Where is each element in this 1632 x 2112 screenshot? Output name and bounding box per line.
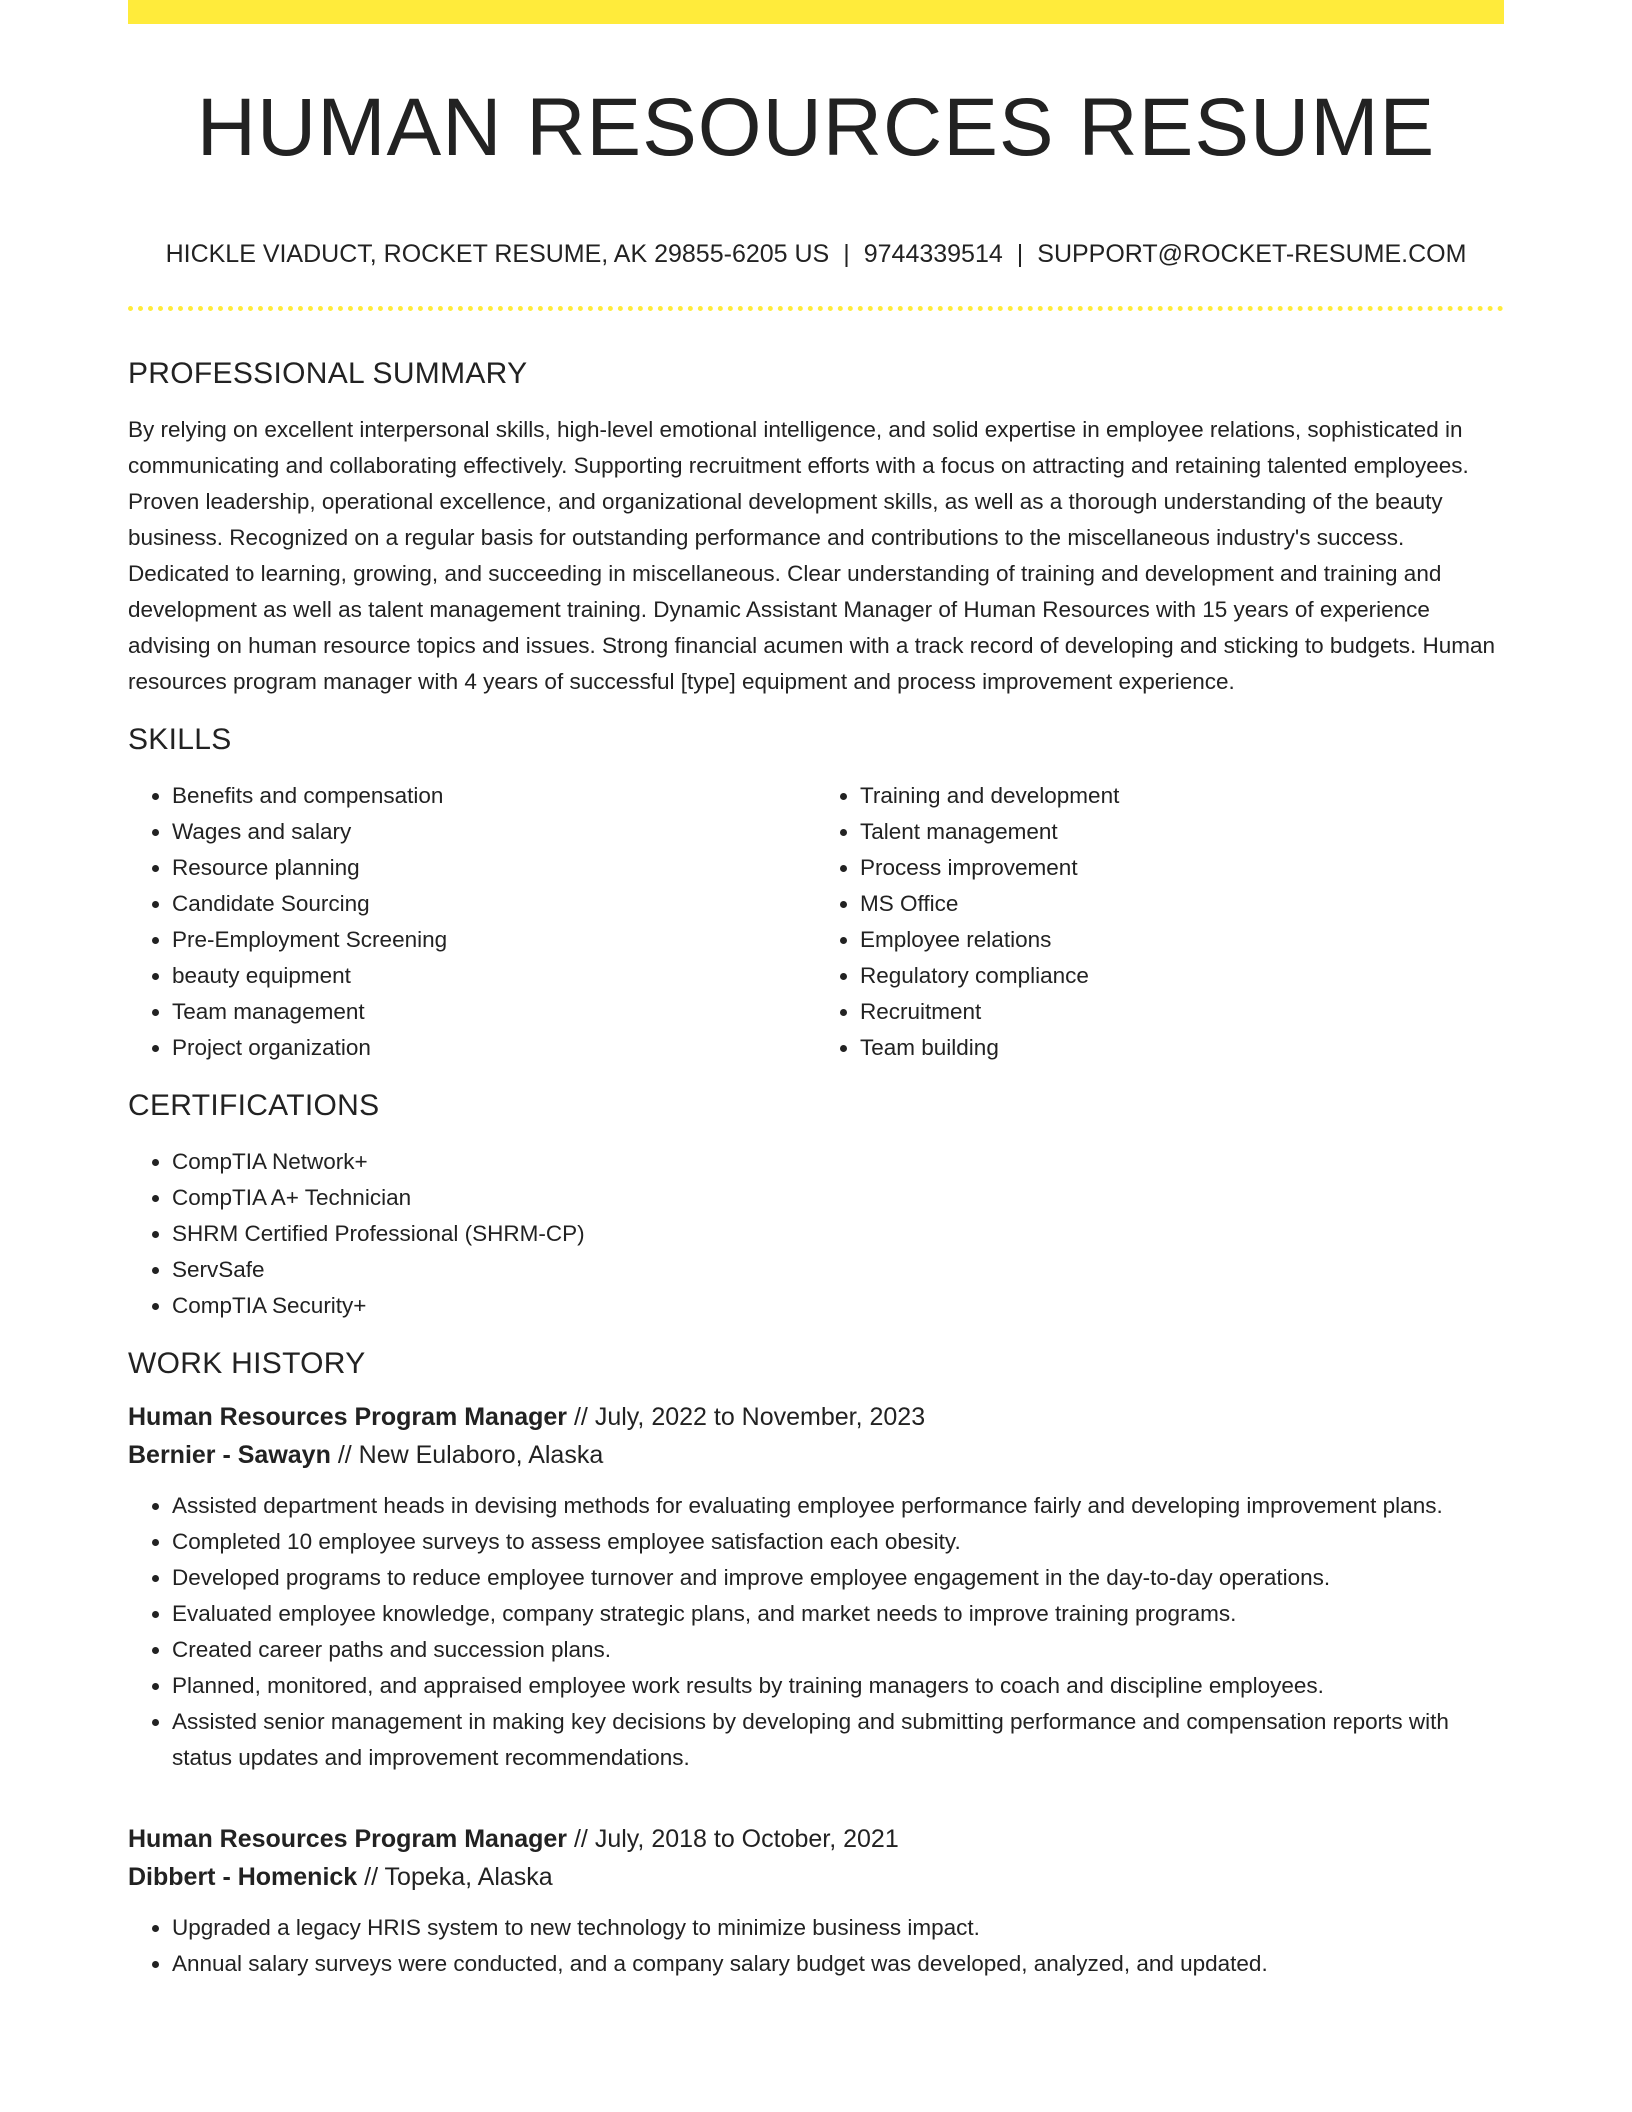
job-bullet: • Assisted department heads in devising methods for evaluating employee performance fairly and developing improvement plans.: [172, 1488, 1504, 1524]
work-history-heading: WORK HISTORY: [128, 1347, 366, 1380]
skill-item: • Project organization: [172, 1030, 816, 1066]
skill-item: • Candidate Sourcing: [172, 886, 816, 922]
skill-item: • beauty equipment: [172, 958, 816, 994]
skill-item: • Team building: [860, 1030, 1504, 1066]
job-location: // Topeka, Alaska: [364, 1863, 553, 1891]
job-bullet: • Assisted senior management in making key decisions by developing and submitting performance and compensation reports with status updates and improvement recommendations.: [172, 1704, 1504, 1776]
contact-line: [128, 236, 1504, 272]
job-dates: // July, 2022 to November, 2023: [573, 1403, 926, 1431]
certifications-heading: CERTIFICATIONS: [128, 1089, 380, 1122]
skill-item: • MS Office: [860, 886, 1504, 922]
job-company: Bernier - Sawayn: [128, 1441, 331, 1469]
skill-item: • Process improvement: [860, 850, 1504, 886]
job-bullet: • Upgraded a legacy HRIS system to new technology to minimize business impact.: [172, 1910, 1504, 1946]
contact-separator: |: [1016, 240, 1024, 268]
skill-item: • Training and development: [860, 778, 1504, 814]
job-bullets: [128, 1910, 1504, 1982]
skill-item: • Regulatory compliance: [860, 958, 1504, 994]
job-bullet: • Planned, monitored, and appraised employee work results by training managers to coach and discipline employees.: [172, 1668, 1504, 1704]
job-bullet: • Completed 10 employee surveys to assess employee satisfaction each obesity.: [172, 1524, 1504, 1560]
accent-top-bar: [128, 0, 1504, 24]
skill-item: • Employee relations: [860, 922, 1504, 958]
skill-item: • Talent management: [860, 814, 1504, 850]
summary-text: By relying on excellent interpersonal skills, high-level emotional intelligence, and solid expertise in employee relations, sophisticated in communicating and collaborating effectively. Supporting recruitment efforts with a focus on attracting and retaining talented employees. Proven leadership, operational excellence, and organizational development skills, as well as a thorough understanding of the beauty business. Recognized on a regular basis for outstanding performance and contributions to the miscellaneous industry's success. Dedicated to learning, growing, and succeeding in miscellaneous. Clear understanding of training and development and training and development as well as talent management training. Dynamic Assistant Manager of Human Resources with 15 years of experience advising on human resource topics and issues. Strong financial acumen with a track record of developing and sticking to budgets. Human resources program manager with 4 years of successful [type] equipment and process improvement experience.: [128, 417, 1496, 694]
job-title-line: [128, 1820, 1504, 1858]
job-location: // New Eulaboro, Alaska: [337, 1441, 604, 1469]
certification-item: • CompTIA Network+: [172, 1144, 1504, 1180]
skill-item: • Pre-Employment Screening: [172, 922, 816, 958]
contact-separator: |: [843, 240, 850, 268]
resume-title: HUMAN RESOURCES RESUME: [196, 82, 1436, 173]
resume-content: [128, 350, 1504, 2026]
summary-heading: PROFESSIONAL SUMMARY: [128, 357, 528, 390]
dotted-divider: [128, 306, 1504, 311]
job-title: Human Resources Program Manager: [128, 1825, 568, 1853]
skill-item: • Benefits and compensation: [172, 778, 816, 814]
job-bullet: • Evaluated employee knowledge, company strategic plans, and market needs to improve training programs.: [172, 1596, 1504, 1632]
certification-item: • ServSafe: [172, 1252, 1504, 1288]
skills-columns: [128, 778, 1504, 1066]
job-title: Human Resources Program Manager: [128, 1403, 568, 1431]
job-title-line: [128, 1398, 1504, 1436]
job-dates: // July, 2018 to October, 2021: [573, 1825, 899, 1853]
skills-left-list: [128, 778, 816, 1066]
skill-item: • Wages and salary: [172, 814, 816, 850]
job-bullet: • Developed programs to reduce employee turnover and improve employee engagement in the day-to-day operations.: [172, 1560, 1504, 1596]
job-bullet: • Annual salary surveys were conducted, and a company salary budget was developed, analyzed, and updated.: [172, 1946, 1504, 1982]
skills-right-list: [816, 778, 1504, 1066]
certifications-list: [128, 1144, 1504, 1324]
contact-email: SUPPORT@ROCKET-RESUME.COM: [1037, 240, 1467, 268]
contact-phone: 9744339514: [863, 240, 1003, 268]
skills-heading: SKILLS: [128, 723, 232, 756]
job-company-line: [128, 1858, 1504, 1896]
certification-item: • CompTIA A+ Technician: [172, 1180, 1504, 1216]
job-bullet: • Created career paths and succession plans.: [172, 1632, 1504, 1668]
skill-item: • Recruitment: [860, 994, 1504, 1030]
job-entry: [128, 1398, 1504, 1776]
job-bullets: [128, 1488, 1504, 1776]
certification-item: • CompTIA Security+: [172, 1288, 1504, 1324]
certification-item: • SHRM Certified Professional (SHRM-CP): [172, 1216, 1504, 1252]
skill-item: • Team management: [172, 994, 816, 1030]
job-company-line: [128, 1436, 1504, 1474]
skill-item: • Resource planning: [172, 850, 816, 886]
job-entry: [128, 1820, 1504, 1982]
contact-address: HICKLE VIADUCT, ROCKET RESUME, AK 29855-6205 US: [165, 240, 830, 268]
job-company: Dibbert - Homenick: [128, 1863, 358, 1891]
